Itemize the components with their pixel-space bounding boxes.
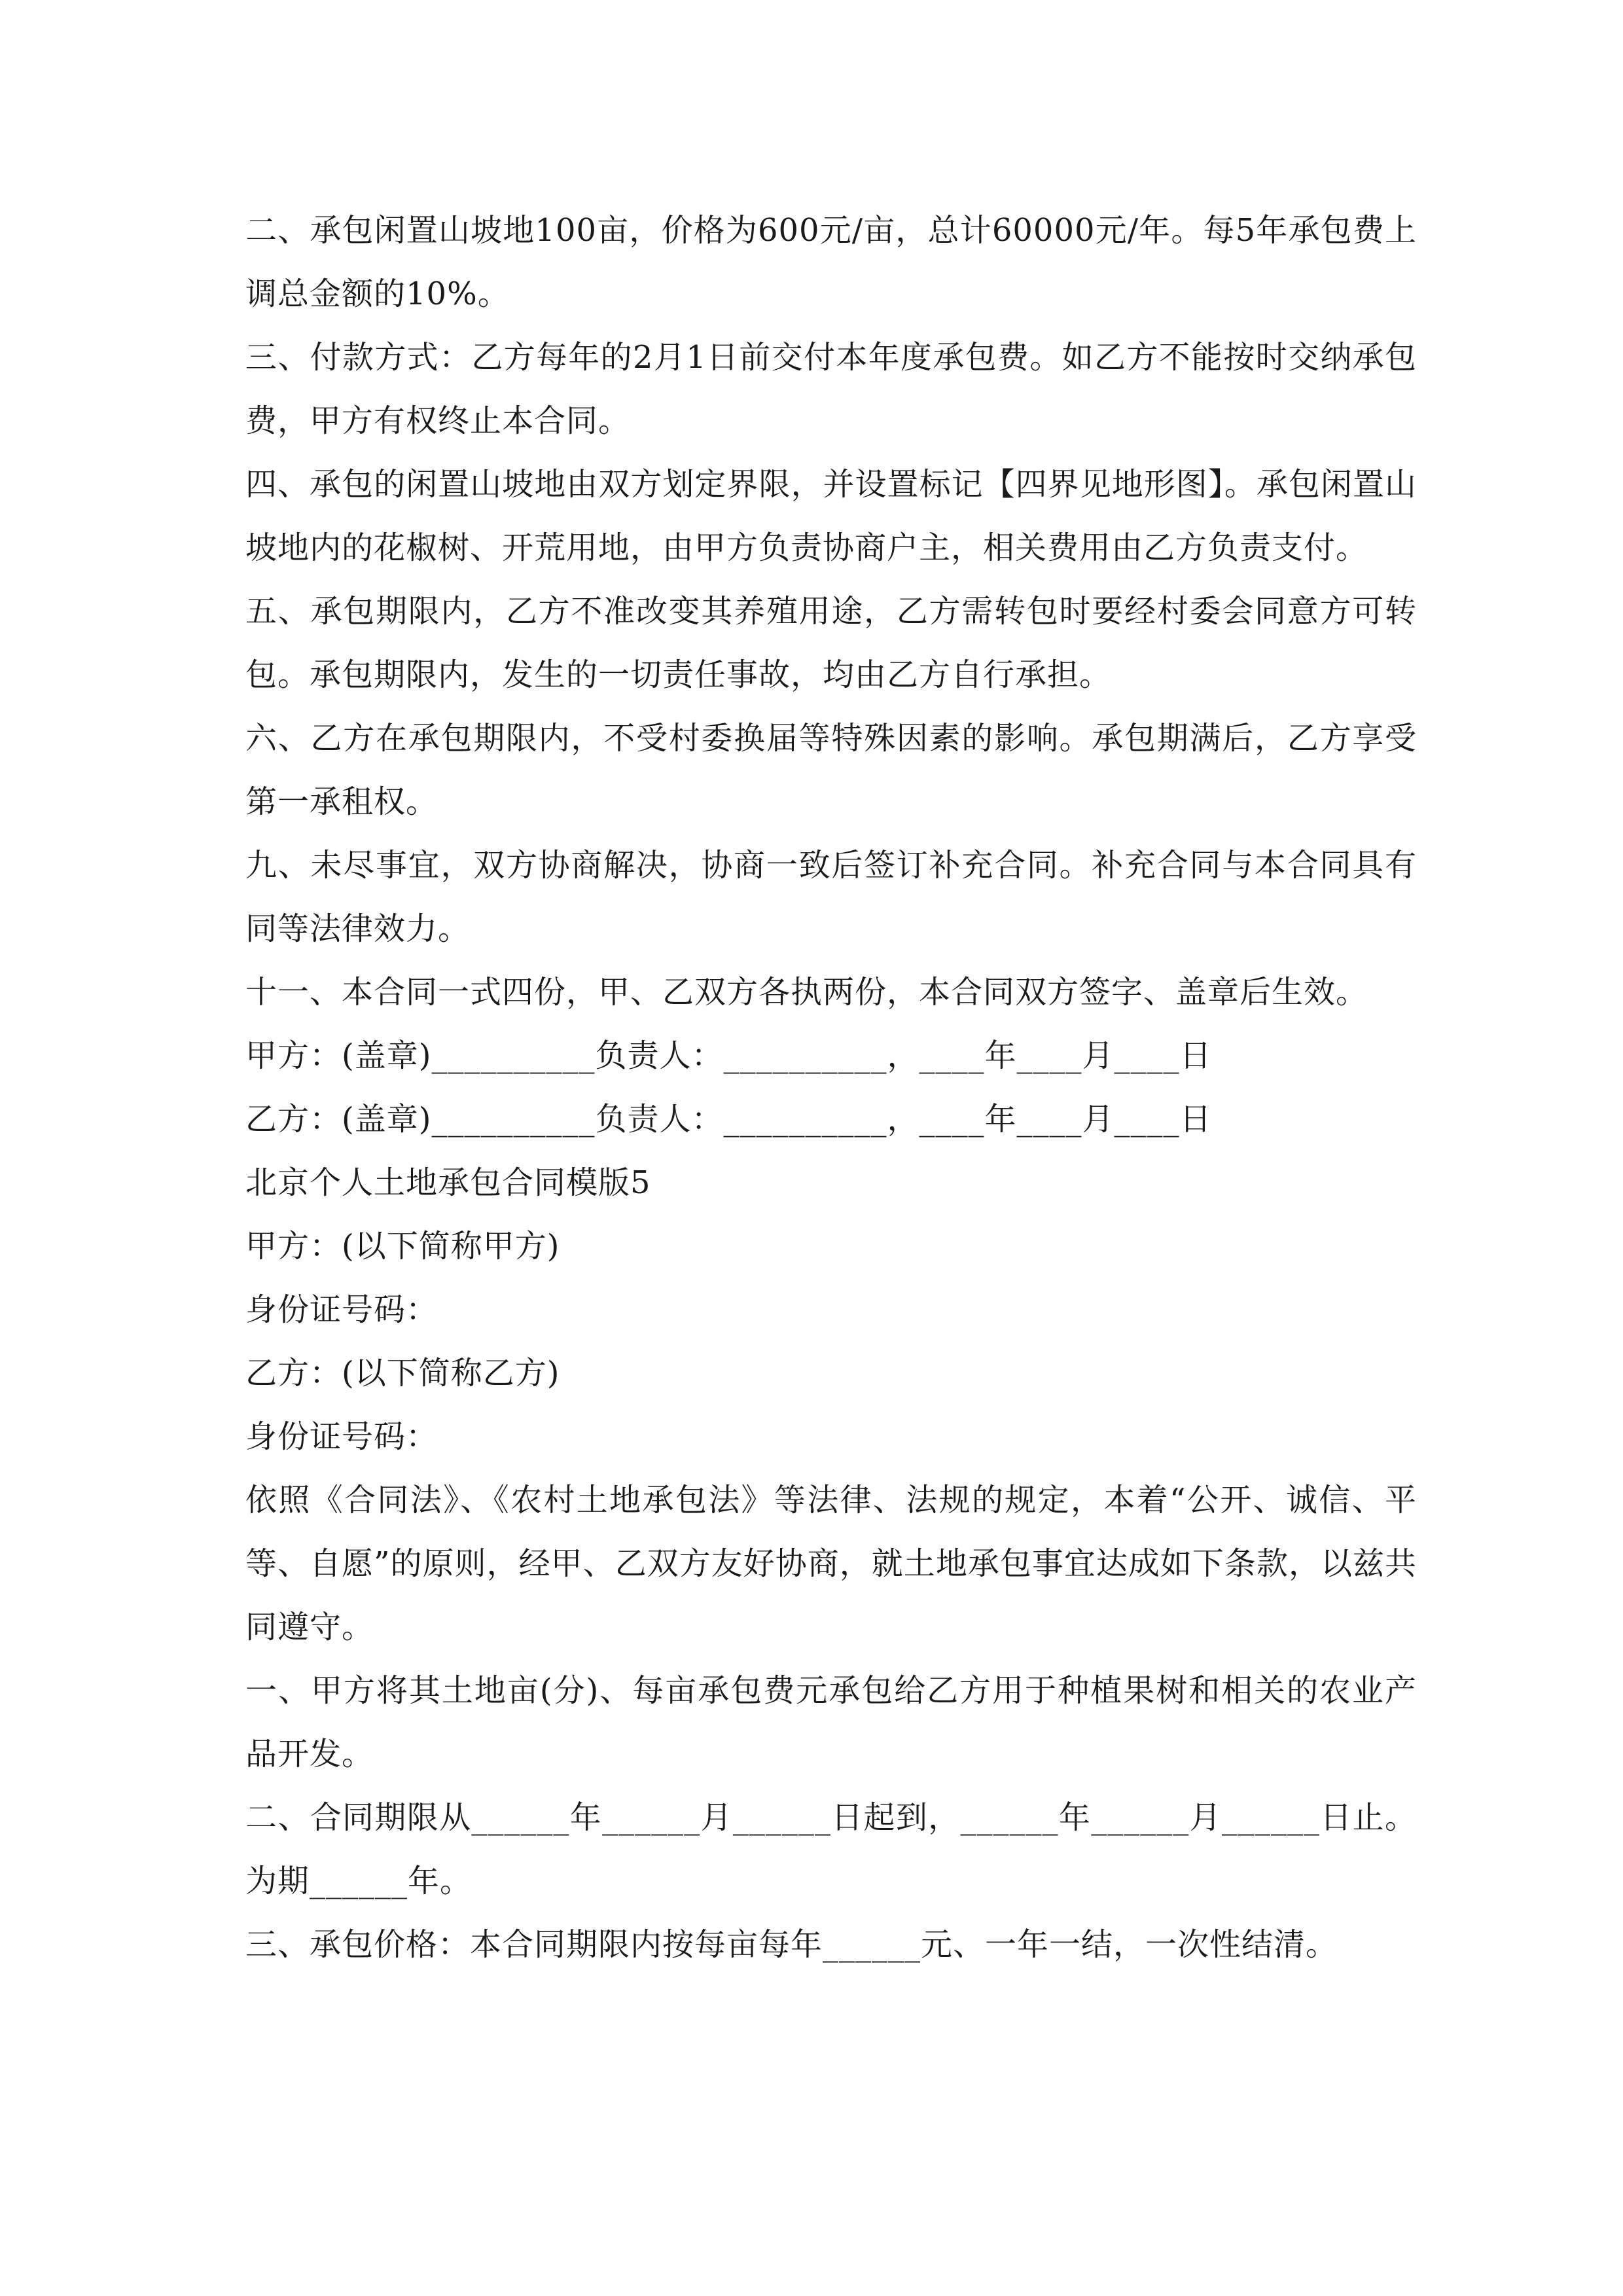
party-a-signature-line: 甲方：(盖章)__________负责人：__________，____年____月____日 [245, 1037, 1212, 1074]
clause-3-payment-method: 三、付款方式：乙方每年的2月1日前交付本年度承包费。如乙方不能按时交纳承包费，甲方有权终止本合同。 [245, 339, 1417, 439]
document-body [245, 199, 1417, 1977]
clause-11-copies: 十一、本合同一式四份，甲、乙双方各执两份，本合同双方签字、盖章后生效。 [245, 974, 1368, 1011]
party-b-signature-line: 乙方：(盖章)__________负责人：__________，____年____月____日 [245, 1101, 1212, 1138]
clause-4-boundaries: 四、承包的闲置山坡地由双方划定界限，并设置标记【四界见地形图】。承包闲置山坡地内的花椒树、开荒用地，由甲方负责协商户主，相关费用由乙方负责支付。 [245, 466, 1417, 566]
clause-6-priority-lease-right: 六、乙方在承包期限内，不受村委换届等特殊因素的影响。承包期满后，乙方享受第一承租权。 [245, 720, 1417, 820]
preamble: 依照《合同法》、《农村土地承包法》等法律、法规的规定，本着“公开、诚信、平等、自愿”的原则，经甲、乙双方友好协商，就土地承包事宜达成如下条款，以兹共同遵守。 [245, 1482, 1417, 1645]
template-5-title: 北京个人土地承包合同模版5 [245, 1164, 651, 1201]
clause-3-contract-price: 三、承包价格：本合同期限内按每亩每年______元、一年一结，一次性结清。 [245, 1926, 1338, 1963]
clause-2-contract-area-price: 二、承包闲置山坡地100亩，价格为600元/亩，总计60000元/年。每5年承包费上调总金额的10%。 [245, 212, 1417, 312]
clause-1-land-use: 一、甲方将其土地亩(分)、每亩承包费元承包给乙方用于种植果树和相关的农业产品开发。 [245, 1672, 1417, 1772]
clause-2-contract-term: 二、合同期限从______年______月______日起到，______年______月______日止。为期______年。 [245, 1799, 1417, 1899]
party-b-label: 乙方：(以下简称乙方) [245, 1355, 560, 1391]
party-a-id-number: 身份证号码： [245, 1291, 438, 1328]
clause-9-supplementary: 九、未尽事宜，双方协商解决，协商一致后签订补充合同。补充合同与本合同具有同等法律效力。 [245, 847, 1417, 947]
party-a-label: 甲方：(以下简称甲方) [245, 1228, 560, 1265]
party-b-id-number: 身份证号码： [245, 1418, 438, 1455]
clause-5-usage-restrictions: 五、承包期限内，乙方不准改变其养殖用途，乙方需转包时要经村委会同意方可转包。承包期限内，发生的一切责任事故，均由乙方自行承担。 [245, 593, 1417, 693]
